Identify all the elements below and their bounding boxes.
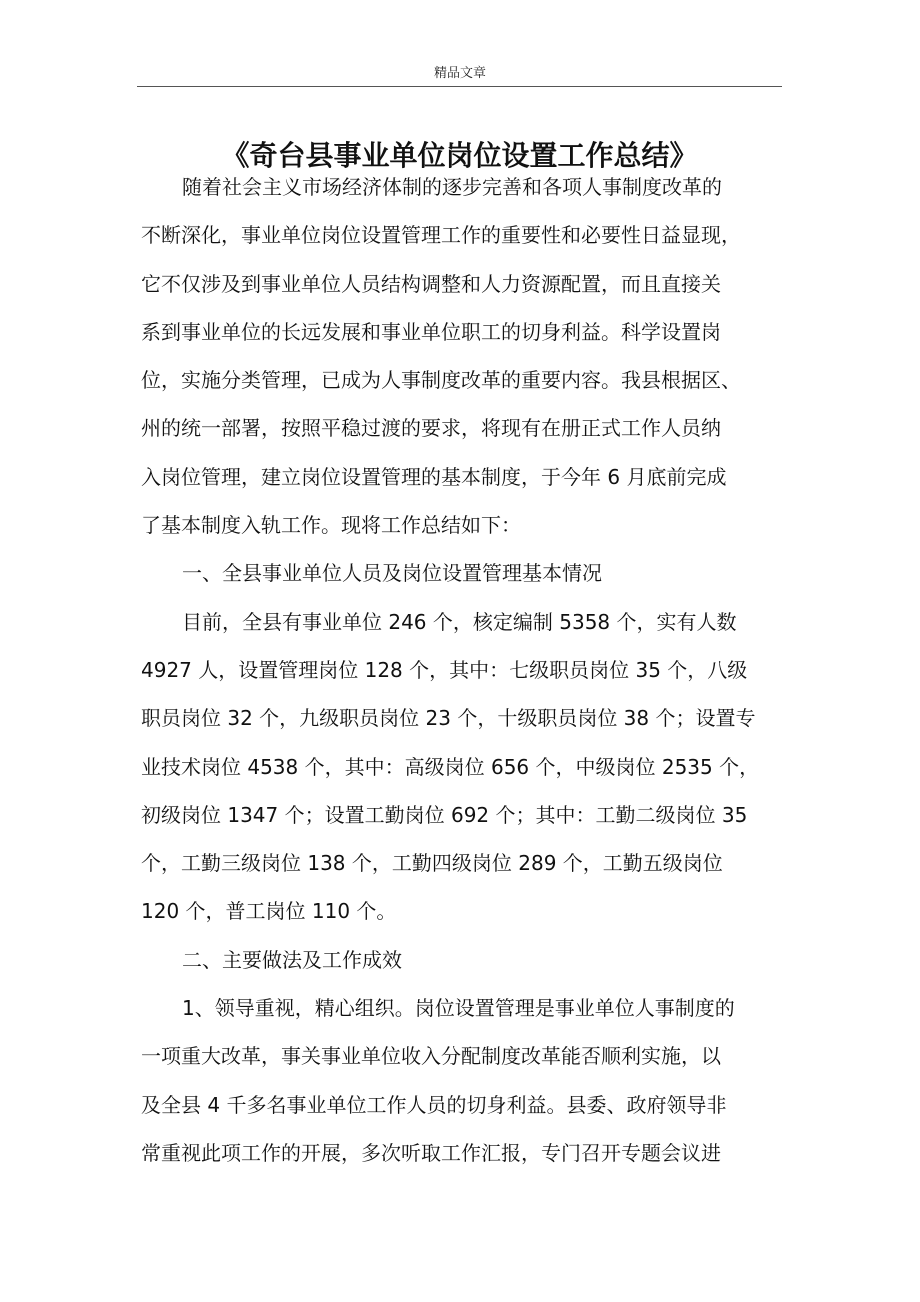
body-line-11: 4927 人，设置管理岗位 128 个，其中：七级职员岗位 35 个，八级 — [141, 657, 748, 682]
section-heading-1: 一、全县事业单位人员及岗位设置管理基本情况 — [182, 561, 602, 586]
body-line-18: 1、领导重视，精心组织。岗位设置管理是事业单位人事制度的 — [182, 996, 735, 1021]
body-line-5: 位，实施分类管理，已成为人事制度改革的重要内容。我县根据区、 — [141, 368, 741, 393]
header-divider — [137, 86, 782, 87]
document-title: 《奇台县事业单位岗位设置工作总结》 — [221, 138, 698, 172]
body-line-21: 常重视此项工作的开展，多次听取工作汇报，专门召开专题会议进 — [141, 1140, 721, 1165]
body-line-19: 一项重大改革，事关事业单位收入分配制度改革能否顺利实施，以 — [141, 1044, 721, 1069]
body-line-7: 入岗位管理，建立岗位设置管理的基本制度，于今年 6 月底前完成 — [141, 464, 727, 489]
body-line-14: 初级岗位 1347 个；设置工勤岗位 692 个；其中：工勤二级岗位 35 — [141, 802, 748, 827]
page-header-text: 精品文章 — [433, 66, 486, 81]
body-line-6: 州的统一部署，按照平稳过渡的要求，将现有在册正式工作人员纳 — [141, 416, 721, 441]
body-line-4: 系到事业单位的长远发展和事业单位职工的切身利益。科学设置岗 — [141, 319, 721, 344]
body-line-12: 职员岗位 32 个，九级职员岗位 23 个，十级职员岗位 38 个；设置专 — [141, 706, 756, 731]
body-line-15: 个，工勤三级岗位 138 个，工勤四级岗位 289 个，工勤五级岗位 — [141, 851, 723, 876]
body-line-10: 目前，全县有事业单位 246 个，核定编制 5358 个，实有人数 — [182, 609, 737, 634]
document-body — [141, 163, 786, 1177]
body-line-20: 及全县 4 千多名事业单位工作人员的切身利益。县委、政府领导非 — [141, 1092, 727, 1117]
body-line-8: 了基本制度入轨工作。现将工作总结如下： — [141, 513, 521, 538]
body-line-2: 不断深化，事业单位岗位设置管理工作的重要性和必要性日益显现， — [141, 223, 741, 248]
section-heading-2: 二、主要做法及工作成效 — [182, 947, 402, 972]
body-line-1: 随着社会主义市场经济体制的逐步完善和各项人事制度改革的 — [182, 175, 722, 199]
body-line-16: 120 个，普工岗位 110 个。 — [141, 899, 397, 924]
body-line-13: 业技术岗位 4538 个，其中：高级岗位 656 个，中级岗位 2535 个， — [141, 754, 760, 779]
body-line-3: 它不仅涉及到事业单位人员结构调整和人力资源配置，而且直接关 — [141, 271, 721, 296]
